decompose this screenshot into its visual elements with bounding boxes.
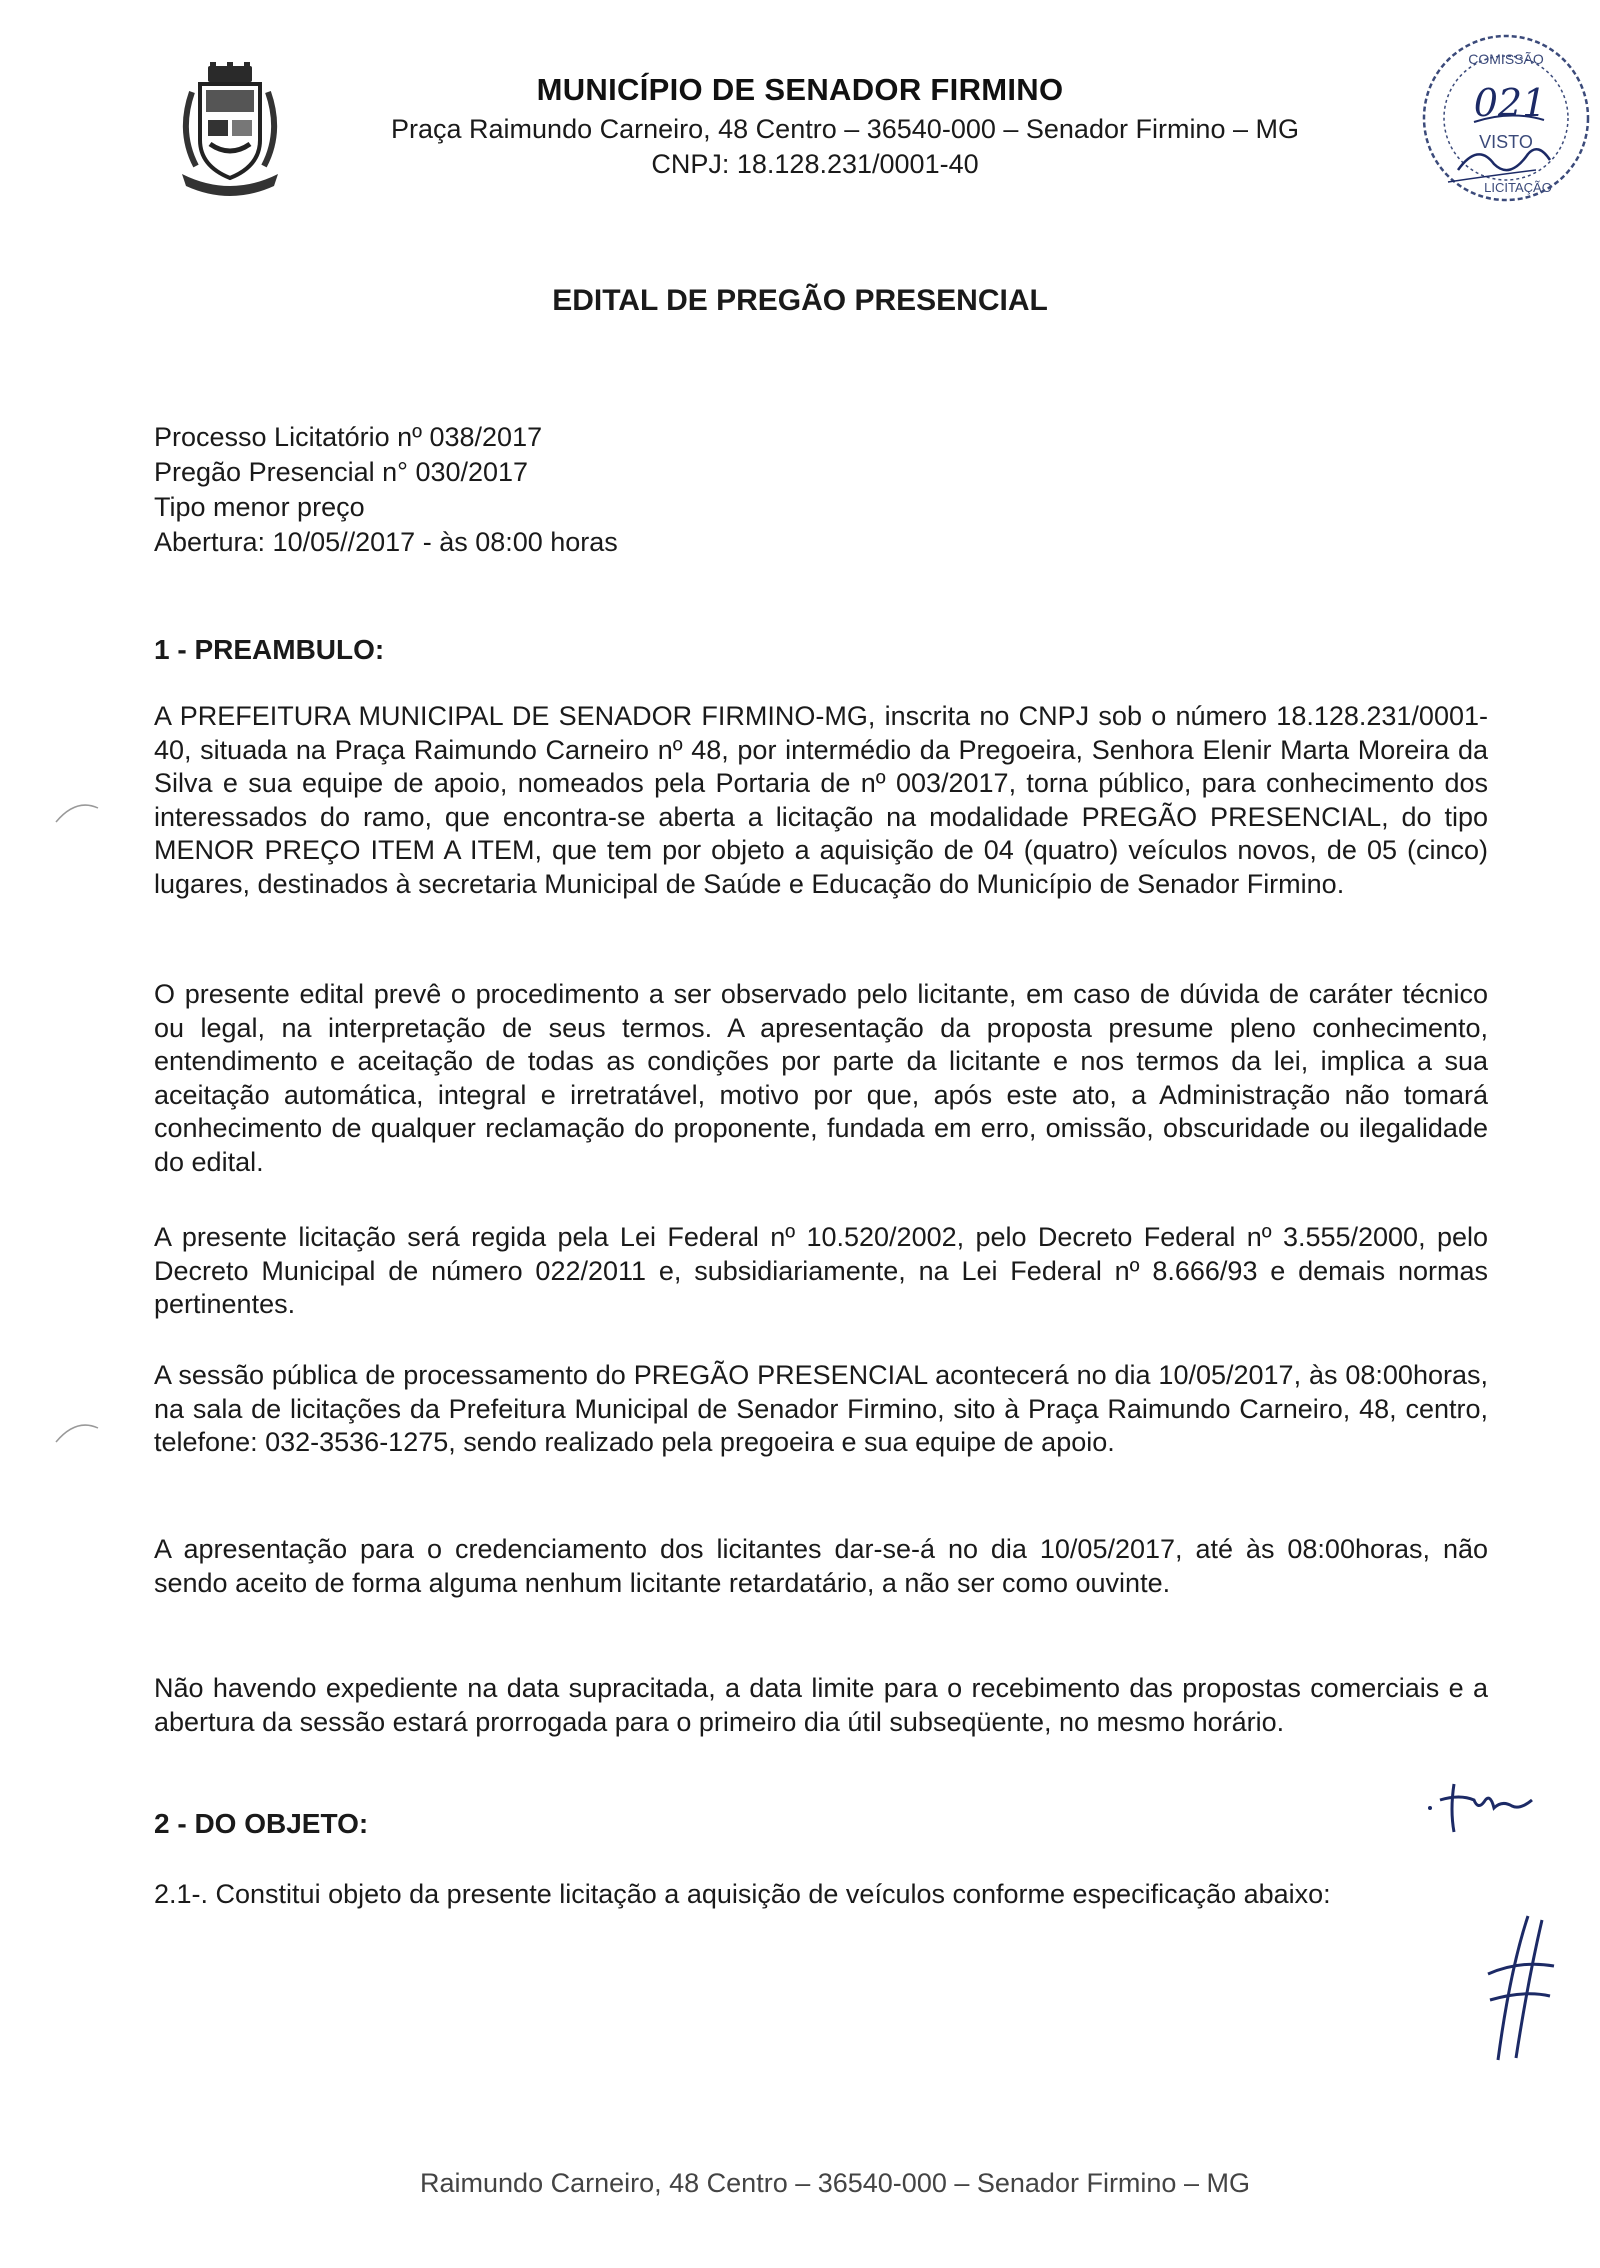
stamp-text-bottom: LICITAÇÃO xyxy=(1484,180,1552,195)
municipality-cnpj: CNPJ: 18.128.231/0001-40 xyxy=(651,149,979,179)
stamp-number: 021 xyxy=(1473,81,1547,125)
section-1-heading: 1 - PREAMBULO: xyxy=(154,634,385,665)
opening-date: Abertura: 10/05//2017 - às 08:00 horas xyxy=(154,527,618,557)
municipality-address: Praça Raimundo Carneiro, 48 Centro – 36540-000 – Senador Firmino – MG xyxy=(391,114,1299,144)
commission-stamp xyxy=(1418,30,1593,205)
pregao-number: Pregão Presencial n° 030/2017 xyxy=(154,457,529,487)
bid-type: Tipo menor preço xyxy=(154,492,365,522)
preamble-paragraph-6: Não havendo expediente na data supracitada, a data limite para o recebimento das propostas comerciais e a abertura da sessão estará prorrogada para o primeiro dia útil subseqüente, no mesmo horário. xyxy=(154,1673,1488,1737)
stamp-text-mid: VISTO xyxy=(1479,132,1533,152)
handwritten-signature-icon xyxy=(1480,1910,1560,2070)
letterhead xyxy=(0,72,1600,180)
margin-mark-icon xyxy=(52,792,102,832)
handwritten-initials-icon xyxy=(1420,1770,1540,1840)
preamble-paragraph-4: A sessão pública de processamento do PREGÃO PRESENCIAL acontecerá no dia 10/05/2017, às 08:00horas, na sala de licitações da Prefeitura Municipal de Senador Firmino, sito à Praça Raimundo Carneiro, 48, centro, telefone: 032-3536-1275, sendo realizado pela pregoeira e sua equipe de apoio. xyxy=(154,1360,1488,1457)
process-number: Processo Licitatório nº 038/2017 xyxy=(154,422,543,452)
preamble-paragraph-1: A PREFEITURA MUNICIPAL DE SENADOR FIRMINO-MG, inscrita no CNPJ sob o número 18.128.231/0001-40, situada na Praça Raimundo Carneiro nº 48, por intermédio da Pregoeira, Senhora Elenir Marta Moreira da Silva e sua equipe de apoio, nomeados pela Portaria de nº 003/2017, torna público, para conhecimento dos interessados do ramo, que encontra-se aberta a licitação na modalidade PREGÃO PRESENCIAL, do tipo MENOR PREÇO ITEM A ITEM, que tem por objeto a aquisição de 04 (quatro) veículos novos, de 05 (cinco) lugares, destinados à secretaria Municipal de Saúde e Educação do Município de Senador Firmino. xyxy=(154,701,1488,899)
object-paragraph: 2.1-. Constitui objeto da presente licitação a aquisição de veículos conforme especificação abaixo: xyxy=(154,1879,1331,1909)
preamble-paragraph-5: A apresentação para o credenciamento dos licitantes dar-se-á no dia 10/05/2017, até às 08:00horas, não sendo aceito de forma alguma nenhum licitante retardatário, a não ser como ouvinte. xyxy=(154,1534,1488,1598)
stamp-text-top: COMISSÃO xyxy=(1468,51,1544,67)
section-2-heading: 2 - DO OBJETO: xyxy=(154,1808,369,1839)
process-info xyxy=(154,420,618,560)
preamble-paragraph-3: A presente licitação será regida pela Lei Federal nº 10.520/2002, pelo Decreto Federal nº 3.555/2000, pelo Decreto Municipal de número 022/2011 e, subsidiariamente, na Lei Federal nº 8.666/93 e demais normas pertinentes. xyxy=(154,1222,1488,1319)
preamble-paragraph-2: O presente edital prevê o procedimento a ser observado pelo licitante, em caso de dúvida de caráter técnico ou legal, na interpretação de seus termos. A apresentação da proposta presume pleno conhecimento, entendimento e aceitação de todas as condições por parte da licitante e nos termos da lei, implica a sua aceitação automática, integral e irretratável, motivo por que, após este ato, a Administração não tomará conhecimento de qualquer reclamação do proponente, fundada em erro, omissão, obscuridade ou ilegalidade do edital. xyxy=(154,979,1488,1177)
municipality-name: MUNICÍPIO DE SENADOR FIRMINO xyxy=(536,72,1064,107)
margin-mark-icon xyxy=(52,1412,102,1452)
document-title: EDITAL DE PREGÃO PRESENCIAL xyxy=(552,284,1048,317)
page-footer: Raimundo Carneiro, 48 Centro – 36540-000 – Senador Firmino – MG xyxy=(420,2168,1250,2198)
